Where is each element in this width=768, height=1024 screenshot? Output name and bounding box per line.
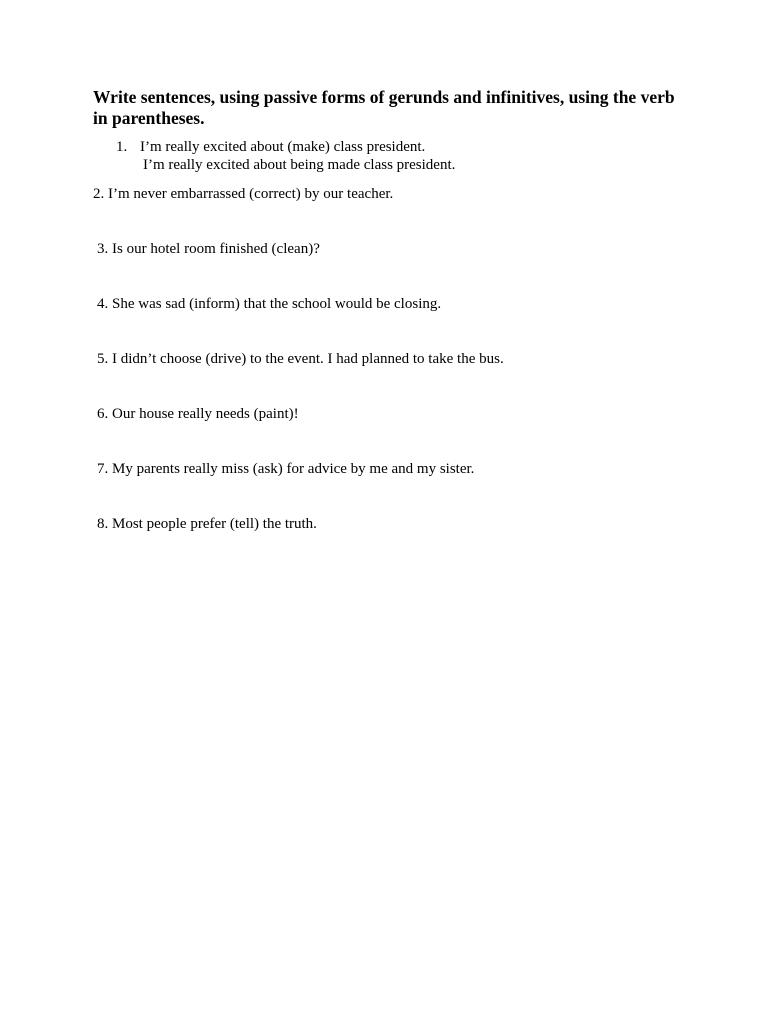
exercise-item: 8. Most people prefer (tell) the truth. xyxy=(97,516,317,532)
example-answer: I’m really excited about being made class president. xyxy=(143,157,456,173)
exercise-item: 4. She was sad (inform) that the school would be closing. xyxy=(97,296,442,312)
exercise-item: 5. I didn’t choose (drive) to the event. I had planned to take the bus. xyxy=(97,351,504,367)
exercise-item: 2. I’m never embarrassed (correct) by our teacher. xyxy=(93,186,394,202)
exercise-item: 3. Is our hotel room finished (clean)? xyxy=(97,241,320,257)
exercise-item: 7. My parents really miss (ask) for advice by me and my sister. xyxy=(97,461,475,477)
exercise-item: 6. Our house really needs (paint)! xyxy=(97,406,299,422)
example-number: 1. xyxy=(116,139,128,155)
example-prompt: I’m really excited about (make) class president. xyxy=(140,139,426,155)
instructions-heading: Write sentences, using passive forms of gerunds and infinitives, using the verb in parentheses. xyxy=(93,87,675,128)
